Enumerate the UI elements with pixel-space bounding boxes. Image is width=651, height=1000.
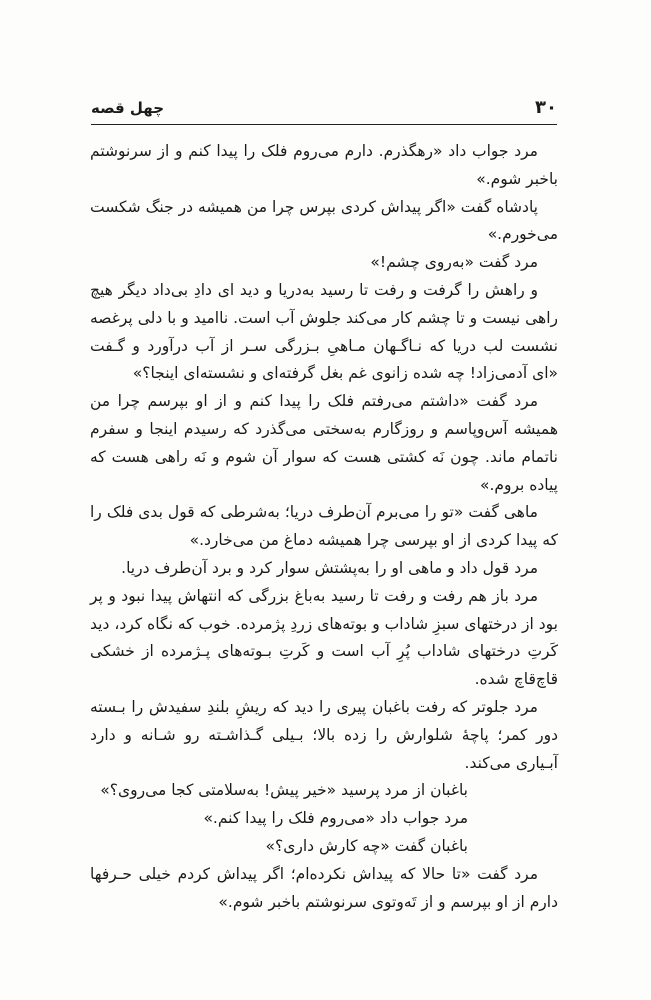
- paragraph: مرد گفت «به‌روی چشم!»: [370, 253, 538, 272]
- paragraph: مرد گفت «تا حالا که پیداش نکرده‌ام؛ اگر پیداش کردم خیلی حـرفها دارم از او بپرسم و از تَه‌وتوی سرنوشتم باخبر شوم.»: [90, 864, 558, 911]
- paragraph: مرد قول داد و ماهی او را به‌پشتش سوار کرد و برد آن‌طرف دریا.: [121, 558, 538, 577]
- story-text: [90, 138, 558, 916]
- running-title: چهل قصه: [91, 99, 165, 117]
- paragraph: مرد گفت «داشتم می‌رفتم فلک را پیدا کنم و از او بپرسم چرا من همیشه آس‌وپاسم و روزگارم به‌سختی می‌گذرد که رسیدم اینجا و سفرم ناتمام ماند. چون نَه کشتی هست که سوار آن شوم و نَه راهی هست که پیاده بروم.»: [90, 392, 558, 494]
- paragraph: پادشاه گفت «اگر پیداش کردی بپرس چرا من همیشه در جنگ شکست می‌خورم.»: [90, 197, 558, 244]
- page-header: [91, 95, 557, 125]
- paragraph: مرد جلوتر که رفت باغبان پیری را دید که ریشِ بلندِ سفیدش را بـسته دور کمر؛ پاچهٔ شلوارش را زده بالا؛ بـیلی گـذاشـته رو شـانه و دارد آبـیاری می‌کند.: [90, 697, 558, 772]
- paragraph: باغبان گفت «چه کارش داری؟»: [265, 836, 468, 855]
- paragraph: مرد جواب داد «می‌روم فلک را پیدا کنم.»: [203, 809, 468, 828]
- paragraph: مرد جواب داد «رهگذرم. دارم می‌روم فلک را پیدا کنم و از سرنوشتم باخبر شوم.»: [90, 142, 558, 188]
- paragraph: باغبان از مرد پرسید «خیر پیش! به‌سلامتی کجا می‌روی؟»: [100, 781, 468, 800]
- paragraph: و راهش را گرفت و رفت تا رسید به‌دریا و دید ای دادِ بی‌داد دیگر هیچ راهی نیست و تا چشم کار می‌کند جلوش آب است. ناامید و با دلی پرغصه نشست لب دریا که نـاگـهان مـاهیِ بـزرگی سـر از آب درآورد و گـفت «ای آدمی‌زاد! چه شده زانوی غم بغل گرفته‌ای و نشسته‌ای اینجا؟»: [90, 280, 558, 383]
- paragraph: ماهی گفت «تو را می‌برم آن‌طرف دریا؛ به‌شرطی که قول بدی فلک را که پیدا کردی از او بپرسی چرا همیشه دماغ من می‌خارد.»: [90, 503, 558, 550]
- paragraph: مرد باز هم رفت و رفت تا رسید به‌باغ بزرگی که انتهاش پیدا نبود و پر بود از درختهای سبزِ شاداب و بوته‌های زردِ پژمرده. خوب که نگاه کرد، دید کَرتِ درختهای شاداب پُرِ آب است و کَرتِ بـوته‌های پـژمرده از خشکی قاچ‌قاچ شده.: [90, 586, 558, 689]
- header-rule: [91, 124, 557, 125]
- page-number: ۳۰: [535, 97, 557, 118]
